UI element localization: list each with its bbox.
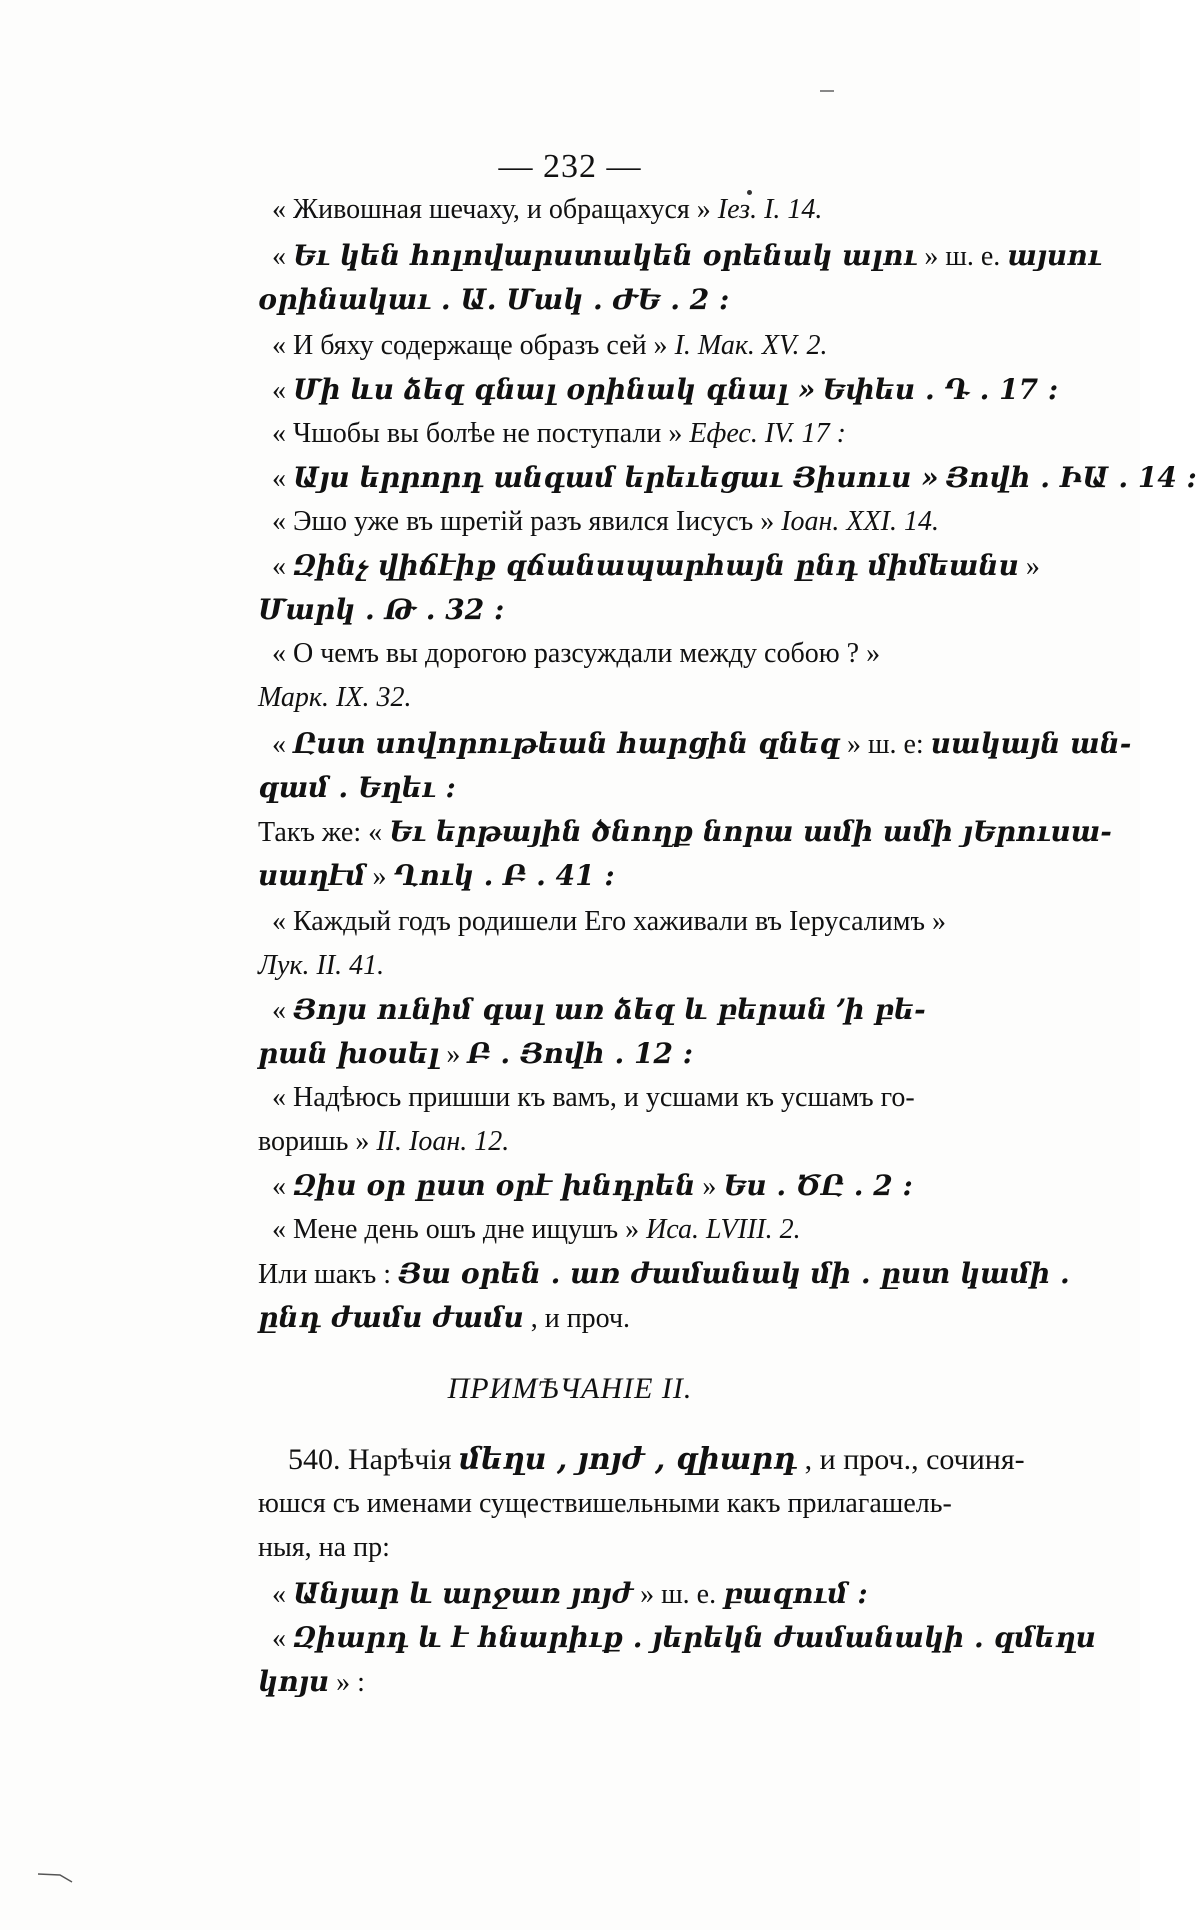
russian-text: » xyxy=(446,1039,461,1070)
text-line xyxy=(258,812,1112,853)
armenian-text: սակայն ան- xyxy=(930,727,1132,760)
text-line xyxy=(272,634,880,674)
quote-mark: « xyxy=(272,729,286,760)
text-line xyxy=(258,678,411,718)
text-line xyxy=(272,370,1058,411)
russian-text: 540. Нарѣчія xyxy=(288,1443,452,1476)
armenian-text: Եւ երթային ծնողք նորա ամի ամի յԵրուսա- xyxy=(389,815,1112,848)
citation: Iоан. XXI. 14. xyxy=(781,506,939,537)
text-line xyxy=(258,1528,390,1568)
text-line xyxy=(258,1298,630,1339)
russian-text: » ш. е. xyxy=(640,1579,717,1610)
citation: Иса. LVIII. 2. xyxy=(646,1214,801,1245)
text-line xyxy=(272,724,1131,765)
text-line xyxy=(288,1440,1025,1480)
russian-text: » xyxy=(702,1171,717,1202)
russian-text: Такъ же: « xyxy=(258,817,383,848)
text-line xyxy=(258,768,456,809)
text-line xyxy=(272,190,822,230)
armenian-text: Յոյս ունիմ գալ առ ձեզ և բերան ՚ի բե- xyxy=(293,993,926,1026)
margin-scratch xyxy=(38,1870,74,1884)
armenian-text: Զինչ վիճէիք զճանապարհայն ընդ միմեանս xyxy=(293,549,1019,582)
text-line xyxy=(272,458,1197,499)
armenian-text: Ղուկ . Բ . 41 : xyxy=(393,859,615,892)
armenian-text: Յովհ . ԻԱ . 14 : xyxy=(945,461,1197,494)
quote-mark: « xyxy=(272,241,286,272)
russian-text: « Эшо уже въ шретій разъ явился Iисусъ » xyxy=(272,506,775,537)
text-line xyxy=(272,990,926,1031)
text-line xyxy=(258,590,504,631)
text-line xyxy=(258,856,615,897)
armenian-text: սաղէմ xyxy=(258,859,366,892)
armenian-text: բազում : xyxy=(723,1577,868,1610)
armenian-text: ընդ ժամս ժամս xyxy=(258,1301,524,1334)
russian-text: « Живошная шечаху, и обращахуся » xyxy=(272,194,711,225)
quote-mark: « xyxy=(272,1623,286,1654)
quote-mark: « xyxy=(272,551,286,582)
quote-mark: « xyxy=(272,1171,286,1202)
text-line xyxy=(272,414,846,454)
citation: Ефес. IV. 17 : xyxy=(689,418,846,449)
text-line xyxy=(258,1662,365,1703)
citation: Лук. II. 41. xyxy=(258,950,385,981)
russian-text: воришь » xyxy=(258,1126,370,1157)
armenian-text: Մի ևս ձեզ գնալ օրինակ գնալ » xyxy=(293,373,816,406)
citation: I. Мак. XV. 2. xyxy=(674,330,828,361)
text-line xyxy=(272,236,1102,277)
russian-text: , и проч. xyxy=(530,1303,631,1334)
text-line xyxy=(272,1210,801,1250)
russian-text: « Надѣюсь пришши къ вамъ, и усшами къ усшамъ го- xyxy=(272,1082,915,1113)
text-line xyxy=(272,1166,913,1207)
text-line xyxy=(258,1484,952,1524)
page-number: — 232 — xyxy=(498,148,642,185)
armenian-text: այսու xyxy=(1007,239,1102,272)
russian-text: » xyxy=(1025,551,1040,582)
text-line xyxy=(258,1122,509,1162)
armenian-text: Զիս օր ըստ օրէ խնդրեն xyxy=(293,1169,696,1202)
armenian-text: Զիարդ և է հնարիւք . յերեկն ժամանակի . զմեղս xyxy=(293,1621,1096,1654)
russian-text: « И бяху содержаще образъ сей » xyxy=(272,330,668,361)
text-line xyxy=(258,1034,693,1075)
quote-mark: « xyxy=(272,463,286,494)
text-line xyxy=(272,1078,915,1118)
russian-text: Или шакъ : xyxy=(258,1259,392,1290)
russian-text: » : xyxy=(336,1667,365,1698)
text-line xyxy=(272,502,939,542)
armenian-text: զամ . Եղեւ : xyxy=(258,771,456,804)
armenian-text: Եփես . Դ . 17 : xyxy=(822,373,1059,406)
russian-text: юшся съ именами существишельными какъ прилагашель- xyxy=(258,1488,952,1519)
russian-text: » ш. е. xyxy=(924,241,1001,272)
russian-text: » xyxy=(372,861,387,892)
armenian-text: Այս երրորդ անգամ երեւեցաւ Յիսուս » xyxy=(293,461,939,494)
quote-mark: « xyxy=(272,995,286,1026)
margin-mark xyxy=(820,90,834,92)
armenian-text: մեղս , յոյժ , զիարդ xyxy=(459,1442,798,1477)
section-heading: ПРИМѢЧАНIЕ II. xyxy=(447,1372,693,1405)
armenian-text: Եւ կեն հոլովարստակեն օրենակ ալու xyxy=(293,239,918,272)
text-line xyxy=(272,546,1040,587)
text-line xyxy=(272,326,828,366)
quote-mark: « xyxy=(272,375,286,406)
russian-text: « О чемъ вы дорогою разсуждали между собою ? » xyxy=(272,638,881,669)
russian-text: , и проч., сочиня- xyxy=(804,1443,1025,1476)
armenian-text: կոյս xyxy=(258,1665,330,1698)
armenian-text: Մարկ . Թ . 32 : xyxy=(258,593,505,626)
quote-mark: « xyxy=(272,1579,286,1610)
russian-text: « Чшобы вы болѣе не поступали » xyxy=(272,418,683,449)
armenian-text: Ըստ սովորութեան հարցին զնեզ xyxy=(293,727,840,760)
armenian-text: Յա օրեն . առ ժամանակ մի . ըստ կամի . xyxy=(398,1257,1070,1290)
citation: II. Iоан. 12. xyxy=(376,1126,510,1157)
citation: Марк. IX. 32. xyxy=(258,682,412,713)
armenian-text: րան խօսել xyxy=(258,1037,440,1070)
text-line xyxy=(258,1254,1070,1295)
text-line xyxy=(272,1618,1096,1659)
text-line xyxy=(272,902,946,942)
text-line xyxy=(272,1574,868,1615)
armenian-text: Բ . Յովհ . 12 : xyxy=(467,1037,694,1070)
text-line xyxy=(258,280,729,321)
russian-text: » ш. е: xyxy=(846,729,924,760)
armenian-text: Անյար և արջառ յոյժ xyxy=(293,1577,634,1610)
russian-text: « Мене день ошъ дне ищушъ » xyxy=(272,1214,640,1245)
text-line xyxy=(258,946,384,986)
russian-text: « Каждый годъ родишели Его хаживали въ Iерусалимъ » xyxy=(272,906,946,937)
armenian-text: Ես . ԾԸ . 2 : xyxy=(723,1169,913,1202)
citation: Iез. I. 14. xyxy=(717,194,823,225)
armenian-text: օրինակաւ . Ա. Մակ . ԺԵ . 2 : xyxy=(258,283,730,316)
russian-text: ныя, на пр: xyxy=(258,1532,390,1563)
